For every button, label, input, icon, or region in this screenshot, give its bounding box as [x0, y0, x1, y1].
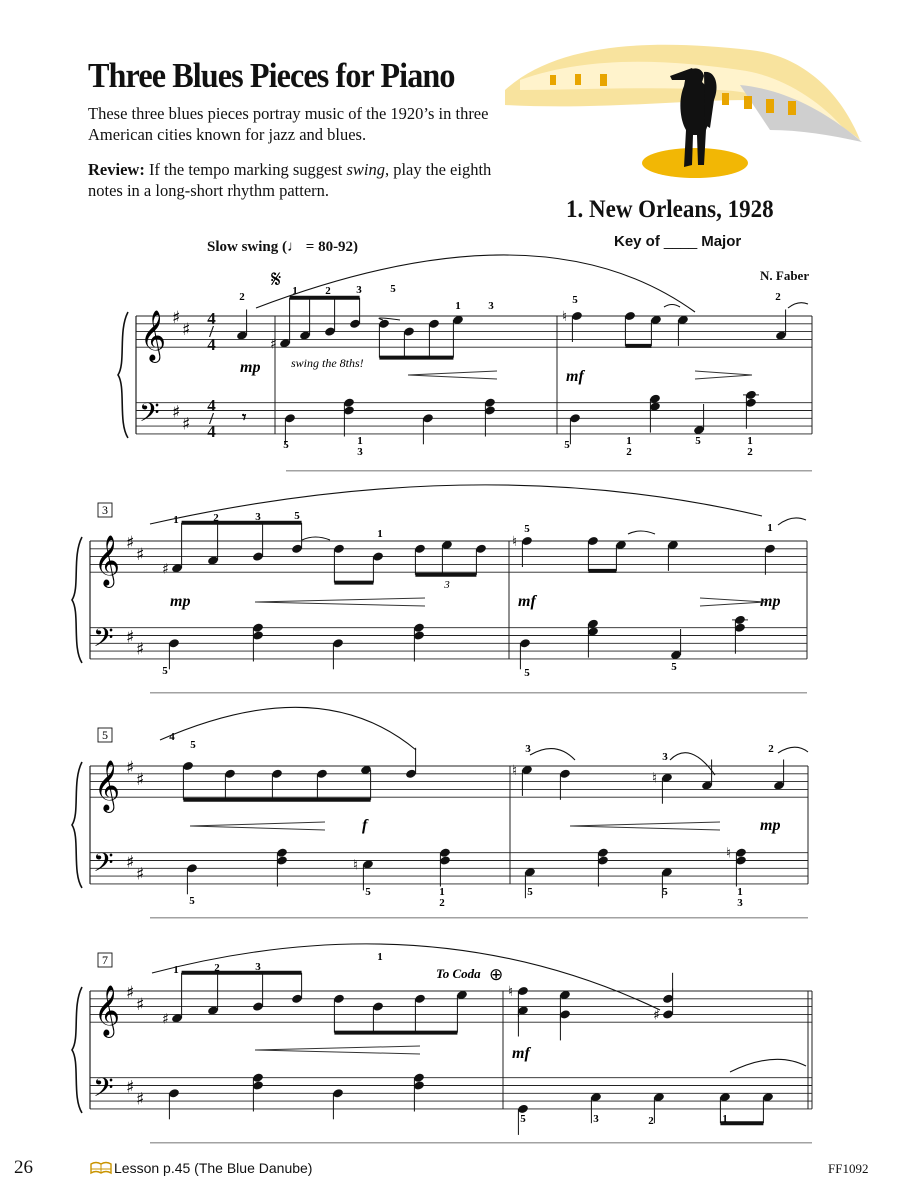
dynamic-f: f — [362, 817, 368, 834]
lh-fingering: 1 — [737, 886, 743, 898]
lh-fingering: 3 — [593, 1113, 599, 1125]
rh-fingering: 2 — [214, 962, 220, 974]
composer: N. Faber — [760, 268, 810, 283]
slur — [530, 749, 575, 760]
bass-time-signature: 4/4 — [202, 396, 221, 435]
dynamic-mp: mp — [760, 817, 781, 834]
dynamic-mp: mp — [240, 359, 261, 376]
sharp-icon: ♯ — [126, 533, 135, 553]
lh-fingering: 5 — [524, 667, 530, 679]
sharp-icon: ♯ — [270, 336, 277, 353]
measure-number: 3 — [102, 503, 108, 517]
sharp-icon: ♯ — [172, 402, 181, 423]
crescendo-hairpin — [190, 826, 325, 830]
crescendo-hairpin — [570, 822, 720, 826]
lh-fingering: 5 — [662, 886, 668, 898]
sharp-icon: ♯ — [172, 308, 181, 328]
treble-clef-icon: 𝄞 — [94, 535, 121, 586]
treble-clef-icon: 𝄞 — [140, 310, 167, 361]
treble-time-signature: 4/4 — [202, 309, 221, 348]
treble-clef-icon: 𝄞 — [94, 985, 121, 1036]
natural-icon: ♮ — [652, 770, 658, 787]
swing-note: swing the 8ths! — [291, 356, 364, 370]
bass-clef-icon: 𝄢 — [93, 846, 114, 885]
dynamic-mf: mf — [518, 593, 536, 610]
to-coda-label: To Coda — [436, 966, 481, 981]
segno-icon: 𝄋 — [271, 265, 282, 293]
rh-fingering: 2 — [775, 291, 781, 303]
key-prefix: Key of — [614, 233, 660, 250]
sharp-icon: ♯ — [162, 561, 169, 578]
slur — [160, 707, 416, 750]
natural-icon: ♮ — [512, 534, 518, 550]
sharp-icon: ♯ — [126, 1077, 135, 1098]
crescendo-hairpin — [255, 602, 425, 606]
decrescendo-hairpin — [700, 598, 765, 602]
natural-icon: ♮ — [562, 309, 568, 325]
rh-fingering: 1 — [455, 300, 461, 312]
page-title: Three Blues Pieces for Piano — [88, 56, 455, 95]
sharp-icon: ♯ — [653, 1007, 660, 1024]
lh-fingering: 1 — [357, 435, 363, 447]
key-answer-blank[interactable]: ____ — [663, 233, 698, 250]
lh-fingering: 3 — [737, 897, 743, 909]
rh-fingering: 3 — [255, 511, 261, 523]
brace — [72, 762, 82, 888]
slur — [379, 318, 400, 320]
decrescendo-hairpin — [700, 602, 765, 606]
measure-number: 5 — [102, 728, 108, 742]
lesson-reference[interactable] — [90, 1160, 312, 1176]
review-label: Review: — [88, 160, 145, 179]
natural-icon: ♮ — [512, 762, 518, 779]
rh-fingering: 2 — [325, 285, 331, 297]
lh-fingering: 1 — [747, 435, 753, 447]
review-text-1: If the tempo marking suggest — [144, 160, 347, 179]
book-icon — [90, 1161, 112, 1175]
dynamic-mp: mp — [170, 593, 191, 610]
brace — [72, 537, 82, 663]
lesson-link[interactable]: Lesson p.45 (The Blue Danube) — [114, 1160, 313, 1176]
crescendo-hairpin — [190, 822, 325, 826]
lh-fingering: 5 — [365, 886, 371, 898]
rh-fingering: 1 — [173, 514, 179, 526]
lh-fingering: 1 — [439, 886, 445, 898]
rh-fingering: 2 — [239, 291, 245, 303]
page-number: 26 — [14, 1157, 33, 1178]
brace — [118, 312, 128, 438]
decrescendo-hairpin — [695, 371, 752, 375]
rh-fingering: 5 — [390, 283, 396, 295]
rh-fingering: 1 — [173, 964, 179, 976]
bass-clef-icon: 𝄢 — [139, 396, 160, 435]
rh-fingering: 3 — [255, 961, 261, 973]
rh-fingering: 2 — [768, 743, 774, 755]
decrescendo-hairpin — [695, 375, 752, 379]
lh-fingering: 5 — [189, 895, 195, 907]
lh-fingering: 5 — [283, 439, 289, 451]
sharp-icon: ♯ — [136, 770, 145, 790]
sharp-icon: ♯ — [182, 414, 191, 435]
rh-fingering: 1 — [292, 285, 298, 297]
lh-fingering: 5 — [564, 439, 570, 451]
bass-clef-icon: 𝄢 — [93, 1071, 114, 1110]
rh-fingering: 5 — [572, 294, 578, 306]
slur — [628, 531, 655, 534]
rh-fingering: 1 — [767, 522, 773, 534]
rh-fingering: 3 — [488, 300, 494, 312]
bass-clef-icon: 𝄢 — [93, 621, 114, 660]
sharp-icon: ♯ — [126, 852, 135, 873]
rh-fingering: 5 — [190, 739, 196, 751]
lh-fingering: 2 — [747, 446, 753, 458]
coda-icon: ⊕ — [489, 965, 504, 985]
slur — [778, 518, 806, 525]
rh-fingering: 3 — [525, 743, 531, 755]
lh-fingering: 2 — [626, 446, 632, 458]
sharp-icon: ♯ — [126, 983, 135, 1003]
rh-fingering: 4 — [169, 731, 175, 743]
piece-title: 1. New Orleans, 1928 — [566, 196, 774, 223]
eighth-rest-icon: 𝄾 — [242, 409, 247, 427]
sharp-icon: ♯ — [136, 1089, 145, 1110]
dynamic-mf: mf — [512, 1045, 530, 1062]
natural-icon: ♮ — [508, 984, 514, 1000]
slur — [664, 305, 680, 308]
natural-icon: ♮ — [726, 845, 732, 862]
key-suffix: Major — [701, 233, 742, 250]
slur — [152, 944, 660, 1010]
lh-fingering: 1 — [722, 1113, 728, 1125]
triplet-marking: 3 — [444, 579, 450, 591]
sharp-icon: ♯ — [182, 320, 191, 340]
sharp-icon: ♯ — [136, 864, 145, 885]
slur — [670, 753, 715, 775]
crescendo-hairpin — [255, 598, 425, 602]
rh-fingering: 3 — [662, 751, 668, 763]
slur — [302, 537, 330, 540]
lh-fingering: 5 — [527, 886, 533, 898]
rh-fingering: 1 — [377, 951, 383, 963]
tempo-marking: Slow swing (♩ = 80-92) — [207, 239, 359, 255]
dynamic-mp: mp — [760, 593, 781, 610]
lh-fingering: 3 — [357, 446, 363, 458]
slur — [730, 1059, 806, 1072]
sharp-icon: ♯ — [162, 1011, 169, 1028]
crescendo-hairpin — [408, 371, 497, 375]
lh-fingering: 2 — [439, 897, 445, 909]
sharp-icon: ♯ — [136, 545, 145, 565]
natural-icon: ♮ — [353, 857, 359, 874]
rh-fingering: 3 — [356, 284, 362, 296]
rh-fingering: 1 — [377, 528, 383, 540]
slur — [778, 747, 808, 753]
lh-fingering: 5 — [520, 1113, 526, 1125]
sharp-icon: ♯ — [136, 639, 145, 660]
rh-fingering: 5 — [524, 523, 530, 535]
crescendo-hairpin — [255, 1050, 420, 1054]
slur — [788, 303, 808, 308]
sharp-icon: ♯ — [126, 627, 135, 648]
slur — [150, 485, 762, 524]
measure-number: 7 — [102, 953, 108, 967]
brace — [72, 987, 82, 1113]
crescendo-hairpin — [570, 826, 720, 830]
treble-clef-icon: 𝄞 — [94, 760, 121, 811]
intro-text: These three blues pieces portray music of the 1920’s in three American cities known for jazz and blues. — [88, 104, 489, 144]
slur — [256, 255, 695, 312]
crescendo-hairpin — [408, 375, 497, 379]
lh-fingering: 1 — [626, 435, 632, 447]
dynamic-mf: mf — [566, 368, 584, 385]
catalog-code: FF1092 — [828, 1161, 869, 1176]
lh-fingering: 5 — [162, 665, 168, 677]
lh-fingering: 5 — [671, 661, 677, 673]
review-text-2: , play the eighth notes in a long-short rhythm pattern. — [88, 160, 492, 200]
sharp-icon: ♯ — [126, 758, 135, 778]
rh-fingering: 5 — [294, 510, 300, 522]
lh-fingering: 2 — [648, 1115, 654, 1127]
lh-fingering: 5 — [695, 435, 701, 447]
review-swing: swing — [346, 160, 385, 179]
sharp-icon: ♯ — [136, 995, 145, 1015]
rh-fingering: 2 — [213, 512, 219, 524]
crescendo-hairpin — [255, 1046, 420, 1050]
